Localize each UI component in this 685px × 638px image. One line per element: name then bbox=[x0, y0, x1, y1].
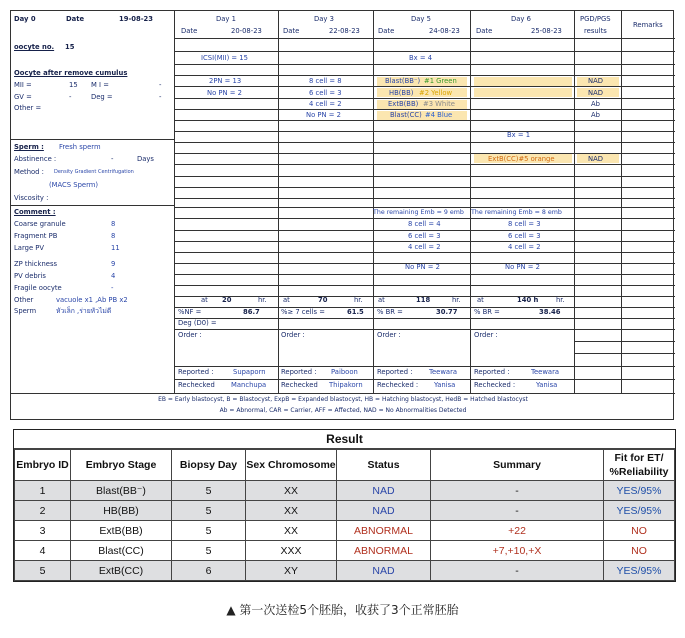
br-label: % BR = bbox=[474, 308, 500, 316]
legend-abbreviations: Ab = Abnormal, CAR = Carrier, AFF = Affected, NAD = No Abnormalities Detected bbox=[219, 407, 467, 414]
pgd-value: NAD bbox=[588, 77, 603, 85]
no-pn-count: No PN = 2 bbox=[207, 89, 242, 97]
blast-tag: #4 Blue bbox=[425, 111, 453, 119]
legend-stages: EB = Early blastocyst, B = Blastocyst, ExpB = Expanded blastocyst, HB = Hatching blastocyst, HedB = Hatched blastocyst bbox=[158, 396, 528, 403]
header-biopsy-day: Biopsy Day bbox=[172, 450, 246, 481]
abstinence-value: - bbox=[111, 155, 114, 163]
comment-value: vacuole x1 ,Ab PB x2 bbox=[56, 296, 128, 304]
embryo-stage: ExtB(CC) bbox=[71, 561, 172, 581]
fit-for-et: YES/95% bbox=[604, 481, 675, 501]
comment-label: Large PV bbox=[14, 244, 45, 252]
embryo-culture-sheet bbox=[10, 10, 674, 420]
fit-for-et: NO bbox=[604, 541, 675, 561]
biopsy-day: 5 bbox=[172, 481, 246, 501]
day0-date: 19-08-23 bbox=[119, 15, 154, 23]
at-label: at bbox=[283, 296, 290, 304]
oocyte-no-label: oocyte no. bbox=[14, 43, 55, 51]
cell-count: 8 cell = 4 bbox=[408, 220, 441, 228]
summary: - bbox=[431, 501, 604, 521]
deg-value: - bbox=[159, 93, 162, 101]
reported-by: Teewara bbox=[531, 368, 560, 376]
table-row bbox=[15, 541, 675, 561]
comment-label: PV debris bbox=[14, 272, 46, 280]
hr-label: hr. bbox=[556, 296, 565, 304]
day5-date-label: Date bbox=[378, 27, 395, 35]
comment-value: 9 bbox=[111, 260, 116, 268]
remaining-embryos: The remaining Emb = 9 emb bbox=[373, 209, 464, 216]
hr-value: 140 h bbox=[517, 296, 539, 304]
pct-value: 61.5 bbox=[347, 308, 364, 316]
summary: +7,+10,+X bbox=[431, 541, 604, 561]
snf-value: 86.7 bbox=[243, 308, 260, 316]
blast-label: Blast(CC) bbox=[390, 111, 422, 119]
at-label: at bbox=[201, 296, 208, 304]
hr-label: hr. bbox=[452, 296, 461, 304]
mi-label: M I = bbox=[91, 81, 109, 89]
blast-tag: #1 Green bbox=[424, 77, 457, 85]
sex-chromosome: XY bbox=[246, 561, 337, 581]
embryo-id: 3 bbox=[15, 521, 71, 541]
sex-chromosome: XX bbox=[246, 481, 337, 501]
biopsy-day: 6 bbox=[172, 561, 246, 581]
reported-label: Reported : bbox=[377, 368, 413, 376]
cell-count: No PN = 2 bbox=[405, 263, 440, 271]
day6-title: Day 6 bbox=[511, 15, 531, 23]
summary: +22 bbox=[431, 521, 604, 541]
sperm-value: Fresh sperm bbox=[59, 143, 101, 151]
snf-label: %NF = bbox=[178, 308, 202, 316]
biopsy-day: 5 bbox=[172, 501, 246, 521]
result-table-panel bbox=[13, 429, 676, 582]
method-sub: (MACS Sperm) bbox=[49, 181, 99, 189]
reported-label: Reported : bbox=[178, 368, 214, 376]
blast-label: ExtB(BB) bbox=[388, 100, 419, 108]
rechecked-by: Manchupa bbox=[231, 381, 267, 389]
day0-title: Day 0 bbox=[14, 15, 36, 23]
pgd-value: NAD bbox=[588, 155, 603, 163]
status: ABNORMAL bbox=[337, 521, 431, 541]
comment-value: 4 bbox=[111, 272, 116, 280]
summary: - bbox=[431, 561, 604, 581]
reported-label: Reported : bbox=[474, 368, 510, 376]
hr-value: 20 bbox=[222, 296, 232, 304]
hr-value: 118 bbox=[416, 296, 431, 304]
embryo-stage: ExtB(BB) bbox=[71, 521, 172, 541]
rechecked-by: Thipakorn bbox=[329, 381, 363, 389]
bx-count: Bx = 4 bbox=[409, 54, 433, 62]
reported-by: Paiboon bbox=[331, 368, 358, 376]
rechecked-by: Yanisa bbox=[434, 381, 456, 389]
day6-date-label: Date bbox=[476, 27, 493, 35]
gv-value: - bbox=[69, 93, 72, 101]
biopsy-day: 5 bbox=[172, 521, 246, 541]
mi-value: - bbox=[159, 81, 162, 89]
summary: - bbox=[431, 481, 604, 501]
blast-tag: #2 Yellow bbox=[419, 89, 453, 97]
day3-date: 22-08-23 bbox=[329, 27, 360, 35]
oocyte-no-value: 15 bbox=[65, 43, 75, 51]
day5-date: 24-08-23 bbox=[429, 27, 460, 35]
comment-value: - bbox=[111, 284, 114, 292]
two-pn-count: 2PN = 13 bbox=[209, 77, 242, 85]
result-header-row bbox=[15, 450, 675, 481]
pgd-subtitle: results bbox=[584, 27, 607, 35]
remaining-embryos: The remaining Emb = 8 emb bbox=[471, 209, 562, 216]
sex-chromosome: XX bbox=[246, 521, 337, 541]
comment-title: Comment : bbox=[14, 208, 56, 216]
br-value: 30.77 bbox=[436, 308, 458, 316]
reported-label: Reported : bbox=[281, 368, 317, 376]
comment-label: Coarse granule bbox=[14, 220, 66, 228]
embryo-id: 1 bbox=[15, 481, 71, 501]
table-row bbox=[15, 501, 675, 521]
viscosity-label: Viscosity : bbox=[14, 194, 49, 202]
reported-by: Supaporn bbox=[233, 368, 266, 376]
abstinence-unit: Days bbox=[137, 155, 154, 163]
other-label: Other = bbox=[14, 104, 42, 112]
comment-label: Sperm bbox=[14, 307, 37, 315]
comment-label: Other bbox=[14, 296, 34, 304]
table-row bbox=[15, 521, 675, 541]
embryo-id: 4 bbox=[15, 541, 71, 561]
hr-label: hr. bbox=[258, 296, 267, 304]
cell-count: 4 cell = 2 bbox=[309, 100, 342, 108]
biopsy-day: 5 bbox=[172, 541, 246, 561]
comment-value: 8 bbox=[111, 220, 116, 228]
embryo-id: 5 bbox=[15, 561, 71, 581]
pgd-title: PGD/PGS bbox=[580, 15, 611, 23]
cell-count: No PN = 2 bbox=[505, 263, 540, 271]
header-fit-for-et: Fit for ET/ %Reliability bbox=[604, 450, 675, 481]
pgd-value: Ab bbox=[591, 100, 600, 108]
day3-date-label: Date bbox=[283, 27, 300, 35]
cell-count: 4 cell = 2 bbox=[408, 243, 441, 251]
deg-d0-label: Deg (D0) = bbox=[178, 319, 217, 327]
rechecked-by: Yanisa bbox=[536, 381, 558, 389]
embryo-stage: Blast(BB⁻) bbox=[71, 481, 172, 501]
icsi-count: ICSI(MII) = 15 bbox=[201, 54, 248, 62]
comment-label: Fragile oocyte bbox=[14, 284, 62, 292]
at-label: at bbox=[378, 296, 385, 304]
after-cumulus-label: Oocyte after remove cumulus bbox=[14, 69, 128, 77]
mii-label: MII = bbox=[14, 81, 32, 89]
day1-date-label: Date bbox=[181, 27, 198, 35]
day5-title: Day 5 bbox=[411, 15, 431, 23]
order-label: Order : bbox=[474, 331, 498, 339]
rechecked-label: Rechecked bbox=[281, 381, 318, 389]
embryo-id: 2 bbox=[15, 501, 71, 521]
comment-label: Fragment PB bbox=[14, 232, 58, 240]
order-label: Order : bbox=[281, 331, 305, 339]
sex-chromosome: XXX bbox=[246, 541, 337, 561]
cell-count: 6 cell = 3 bbox=[508, 232, 541, 240]
rechecked-label: Rechecked : bbox=[474, 381, 516, 389]
table-row bbox=[15, 481, 675, 501]
blast-label: HB(BB) bbox=[389, 89, 414, 97]
bx-count: Bx = 1 bbox=[507, 131, 531, 139]
day6-date: 25-08-23 bbox=[531, 27, 562, 35]
reported-by: Teewara bbox=[429, 368, 458, 376]
comment-value: 8 bbox=[111, 232, 116, 240]
comment-value: 11 bbox=[111, 244, 120, 252]
cell-count: No PN = 2 bbox=[306, 111, 341, 119]
method-label: Method : bbox=[14, 168, 44, 176]
day1-title: Day 1 bbox=[216, 15, 236, 23]
header-sex-chromosome: Sex Chromosome bbox=[246, 450, 337, 481]
fit-for-et: YES/95% bbox=[604, 561, 675, 581]
order-label: Order : bbox=[178, 331, 202, 339]
abstinence-label: Abstinence : bbox=[14, 155, 57, 163]
cell-count: 6 cell = 3 bbox=[408, 232, 441, 240]
cell-count: 8 cell = 3 bbox=[508, 220, 541, 228]
mii-value: 15 bbox=[69, 81, 78, 89]
figure-caption: ▲ 第一次送检5个胚胎，收获了3个正常胚胎 bbox=[226, 603, 459, 617]
order-label: Order : bbox=[377, 331, 401, 339]
hr-value: 70 bbox=[318, 296, 328, 304]
header-embryo-stage: Embryo Stage bbox=[71, 450, 172, 481]
deg-label: Deg = bbox=[91, 93, 113, 101]
day0-date-label: Date bbox=[66, 15, 85, 23]
method-value: Density Gradient Centrifugation bbox=[54, 169, 134, 175]
pct-label: %≥ 7 cells = bbox=[281, 308, 325, 316]
status: NAD bbox=[337, 501, 431, 521]
rechecked-label: Rechecked : bbox=[377, 381, 419, 389]
at-label: at bbox=[477, 296, 484, 304]
br-label: % BR = bbox=[377, 308, 403, 316]
remarks-title: Remarks bbox=[633, 21, 663, 29]
comment-label: ZP thickness bbox=[14, 260, 58, 268]
pgd-value: Ab bbox=[591, 111, 600, 119]
hr-label: hr. bbox=[354, 296, 363, 304]
status: NAD bbox=[337, 561, 431, 581]
cell-count: 4 cell = 2 bbox=[508, 243, 541, 251]
sex-chromosome: XX bbox=[246, 501, 337, 521]
result-title: Result bbox=[14, 430, 675, 449]
pgd-value: NAD bbox=[588, 89, 603, 97]
br-value: 38.46 bbox=[539, 308, 561, 316]
result-table bbox=[14, 449, 675, 581]
day3-title: Day 3 bbox=[314, 15, 334, 23]
rechecked-label: Rechecked bbox=[178, 381, 215, 389]
blast-label: Blast(BB⁻) bbox=[385, 77, 421, 85]
sperm-label: Sperm : bbox=[14, 143, 44, 151]
fit-for-et: YES/95% bbox=[604, 501, 675, 521]
header-status: Status bbox=[337, 450, 431, 481]
status: ABNORMAL bbox=[337, 541, 431, 561]
blast-tag: #3 White bbox=[423, 100, 455, 108]
status: NAD bbox=[337, 481, 431, 501]
comment-value: หัวเล็ก ,ร่ายหัวไม่ดี bbox=[56, 307, 112, 315]
header-summary: Summary bbox=[431, 450, 604, 481]
day1-date: 20-08-23 bbox=[231, 27, 262, 35]
cell-count: 6 cell = 3 bbox=[309, 89, 342, 97]
embryo-stage: HB(BB) bbox=[71, 501, 172, 521]
fit-for-et: NO bbox=[604, 521, 675, 541]
embryo-stage: Blast(CC) bbox=[71, 541, 172, 561]
header-embryo-id: Embryo ID bbox=[15, 450, 71, 481]
table-row bbox=[15, 561, 675, 581]
extb-orange: ExtB(CC)#5 orange bbox=[488, 155, 555, 163]
gv-label: GV = bbox=[14, 93, 32, 101]
cell-count: 8 cell = 8 bbox=[309, 77, 342, 85]
